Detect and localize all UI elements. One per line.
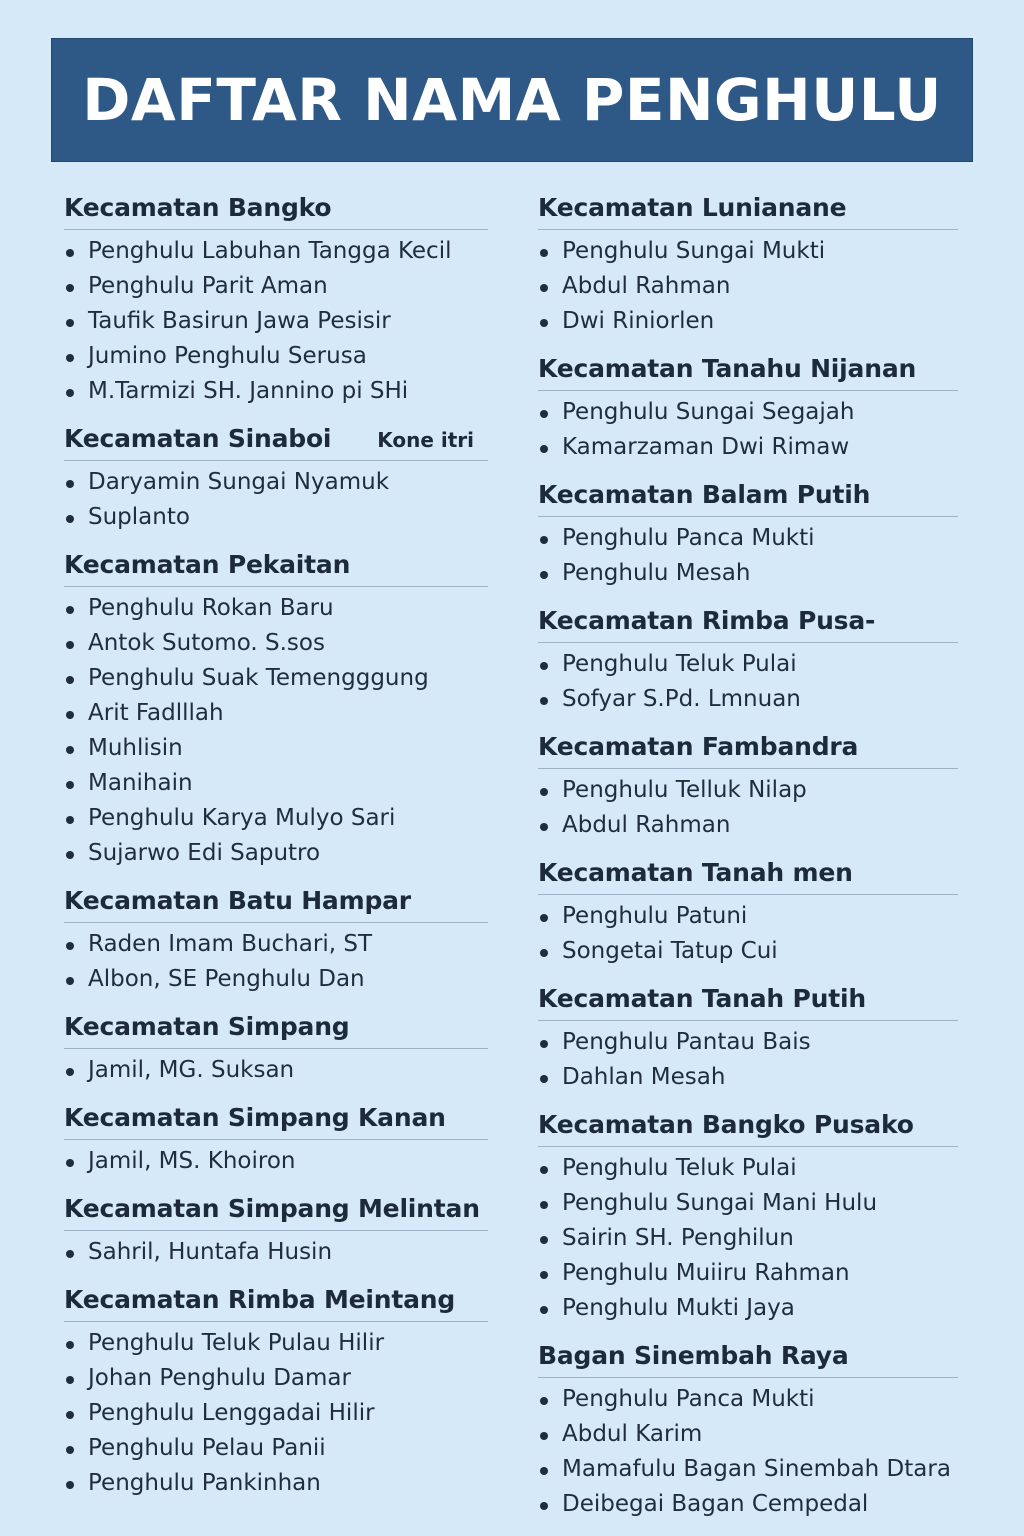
section-header: [538, 1103, 958, 1147]
list-item: M.Tarmizi SH. Jannino pi SHi: [64, 374, 488, 409]
name-list: [64, 461, 488, 543]
name-list: [64, 1049, 488, 1096]
section-header: [538, 1334, 958, 1378]
name-list: [64, 1322, 488, 1509]
list-item: Penghulu Sungai Mukti: [538, 234, 958, 269]
section-title: Kecamatan Fambandra: [538, 732, 859, 761]
section-title: Kecamatan Simpang Kanan: [64, 1103, 446, 1132]
section-title: Kecamatan Batu Hampar: [64, 886, 411, 915]
list-item: Penghulu Karya Mulyo Sari: [64, 801, 488, 836]
list-item: Sairin SH. Penghilun: [538, 1221, 958, 1256]
section-kecamatan-bangko: [64, 186, 488, 417]
section-kecamatan-pekaitan: [64, 543, 488, 879]
section-kecamatan-rimba-meintang: [64, 1278, 488, 1509]
section-header: [538, 473, 958, 517]
list-item: Penghulu Parit Aman: [64, 269, 488, 304]
list-item: Penghulu Suak Temengggung: [64, 661, 488, 696]
list-item: Manihain: [64, 766, 488, 801]
list-item: Raden Imam Buchari, ST: [64, 927, 488, 962]
list-item: Kamarzaman Dwi Rimaw: [538, 430, 958, 465]
section-kecamatan-simpang: [64, 1005, 488, 1096]
name-list: [538, 643, 958, 725]
section-header: [538, 347, 958, 391]
section-title: Kecamatan Bangko: [64, 193, 332, 222]
list-item: Penghulu Labuhan Tangga Kecil: [64, 234, 488, 269]
list-item: Penghulu Sungai Segajah: [538, 395, 958, 430]
section-kecamatan-tanahu-nijanan: [538, 347, 958, 473]
right-column: [538, 186, 958, 1530]
list-item: Dwi Riniorlen: [538, 304, 958, 339]
list-item: Penghulu Pantau Bais: [538, 1025, 958, 1060]
name-list: [64, 923, 488, 1005]
left-column: [64, 186, 488, 1509]
list-item: Jamil, MG. Suksan: [64, 1053, 488, 1088]
section-header: [64, 543, 488, 587]
name-list: [538, 1378, 958, 1530]
section-note: Kone itri: [377, 428, 474, 452]
list-item: Daryamin Sungai Nyamuk: [64, 465, 488, 500]
list-item: Suplanto: [64, 500, 488, 535]
name-list: [538, 517, 958, 599]
list-item: Penghulu Panca Mukti: [538, 521, 958, 556]
section-kecamatan-bangko-pusako: [538, 1103, 958, 1334]
section-kecamatan-simpang-kanan: [64, 1096, 488, 1187]
section-title: Kecamatan Tanah Putih: [538, 984, 866, 1013]
section-kecamatan-lunianane: [538, 186, 958, 347]
list-item: Penghulu Teluk Pulai: [538, 1151, 958, 1186]
section-header: [64, 417, 488, 461]
section-title: Kecamatan Simpang: [64, 1012, 350, 1041]
list-item: Penghulu Teluk Pulai: [538, 647, 958, 682]
section-header: [538, 851, 958, 895]
list-item: Penghulu Patuni: [538, 899, 958, 934]
list-item: Sofyar S.Pd. Lmnuan: [538, 682, 958, 717]
name-list: [538, 769, 958, 851]
name-list: [64, 230, 488, 417]
list-item: Dahlan Mesah: [538, 1060, 958, 1095]
list-item: Johan Penghulu Damar: [64, 1361, 488, 1396]
list-item: Songetai Tatup Cui: [538, 934, 958, 969]
section-title: Kecamatan Rimba Pusa-: [538, 606, 876, 635]
section-header: [64, 1187, 488, 1231]
list-item: Sahril, Huntafa Husin: [64, 1235, 488, 1270]
list-item: Penghulu Muiiru Rahman: [538, 1256, 958, 1291]
name-list: [538, 895, 958, 977]
section-bagan-sinembah-raya: [538, 1334, 958, 1530]
section-title: Kecamatan Balam Putih: [538, 480, 871, 509]
name-list: [64, 587, 488, 879]
list-item: Abdul Rahman: [538, 269, 958, 304]
name-list: [538, 1147, 958, 1334]
section-header: [64, 1096, 488, 1140]
section-header: [538, 977, 958, 1021]
list-item: Antok Sutomo. S.sos: [64, 626, 488, 661]
list-item: Penghulu Telluk Nilap: [538, 773, 958, 808]
list-item: Penghulu Lenggadai Hilir: [64, 1396, 488, 1431]
list-item: Mamafulu Bagan Sinembah Dtara: [538, 1452, 958, 1487]
list-item: Penghulu Mukti Jaya: [538, 1291, 958, 1326]
section-title: Kecamatan Tanahu Nijanan: [538, 354, 917, 383]
name-list: [64, 1231, 488, 1278]
section-title: Kecamatan Bangko Pusako: [538, 1110, 914, 1139]
section-header: [64, 1005, 488, 1049]
section-kecamatan-batu-hampar: [64, 879, 488, 1005]
section-kecamatan-simpang-melintan: [64, 1187, 488, 1278]
section-header: [538, 599, 958, 643]
section-kecamatan-tanah-men: [538, 851, 958, 977]
section-kecamatan-fambandra: [538, 725, 958, 851]
page-title: DAFTAR NAMA PENGHULU: [82, 66, 942, 134]
title-banner: [51, 38, 973, 162]
list-item: Sujarwo Edi Saputro: [64, 836, 488, 871]
section-header: [538, 186, 958, 230]
name-list: [538, 230, 958, 347]
section-title: Bagan Sinembah Raya: [538, 1341, 849, 1370]
list-item: Penghulu Panca Mukti: [538, 1382, 958, 1417]
list-item: Taufik Basirun Jawa Pesisir: [64, 304, 488, 339]
list-item: Arit Fadlllah: [64, 696, 488, 731]
section-title: Kecamatan Sinaboi: [64, 424, 332, 453]
list-item: Deibegai Bagan Cempedal: [538, 1487, 958, 1522]
list-item: Penghulu Sungai Mani Hulu: [538, 1186, 958, 1221]
list-item: Penghulu Rokan Baru: [64, 591, 488, 626]
list-item: Jamil, MS. Khoiron: [64, 1144, 488, 1179]
section-title: Kecamatan Pekaitan: [64, 550, 351, 579]
name-list: [538, 391, 958, 473]
list-item: Muhlisin: [64, 731, 488, 766]
list-item: Jumino Penghulu Serusa: [64, 339, 488, 374]
section-title: Kecamatan Lunianane: [538, 193, 847, 222]
name-list: [538, 1021, 958, 1103]
list-item: Albon, SE Penghulu Dan: [64, 962, 488, 997]
list-item: Abdul Rahman: [538, 808, 958, 843]
section-header: [64, 879, 488, 923]
list-item: Penghulu Teluk Pulau Hilir: [64, 1326, 488, 1361]
section-header: [538, 725, 958, 769]
section-title: Kecamatan Simpang Melintan: [64, 1194, 480, 1223]
list-item: Penghulu Pankinhan: [64, 1466, 488, 1501]
section-header: [64, 186, 488, 230]
section-kecamatan-sinaboi: [64, 417, 488, 543]
section-title: Kecamatan Rimba Meintang: [64, 1285, 456, 1314]
section-kecamatan-balam-putih: [538, 473, 958, 599]
section-header: [64, 1278, 488, 1322]
name-list: [64, 1140, 488, 1187]
section-title: Kecamatan Tanah men: [538, 858, 853, 887]
list-item: Penghulu Pelau Panii: [64, 1431, 488, 1466]
list-item: Abdul Karim: [538, 1417, 958, 1452]
list-item: Penghulu Mesah: [538, 556, 958, 591]
section-kecamatan-tanah-putih: [538, 977, 958, 1103]
section-kecamatan-rimba-pusa: [538, 599, 958, 725]
